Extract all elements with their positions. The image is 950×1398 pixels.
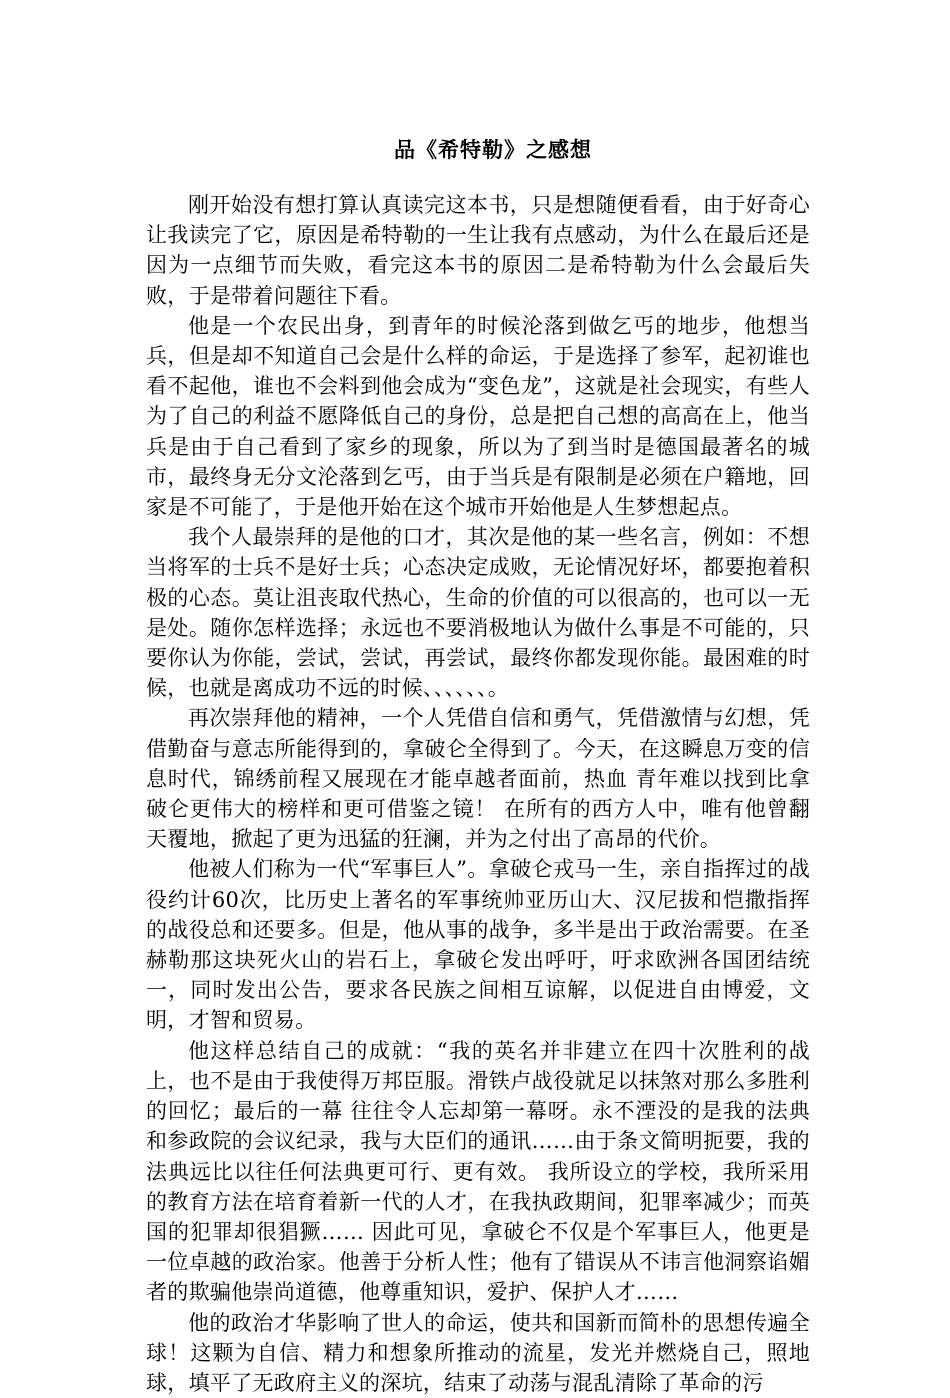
paragraph-4: 再次崇拜他的精神，一个人凭借自信和勇气，凭借激情与幻想，凭借勤奋与意志所能得到的，拿破仑全得到了。今天，在这瞬息万变的信息时代，锦绣前程又展现在才能卓越者面前，热血 青年难以找到比拿破仑更伟大的榜样和更可借鉴之镜！ 在所有的西方人中，唯有他曾翻天覆地，掀起了更为迅猛的狂澜，并为之付出了高昂的代价。 — [146, 706, 810, 852]
paragraph-7: 他的政治才华影响了世人的命运，使共和国新而简朴的思想传遍全球！这颗为自信、精力和想象所推动的流星，发光并燃烧自己，照地球，填平了无政府主义的深坑，结束了动荡与混乱清除了革命的污 — [146, 1310, 810, 1395]
document-title: 品《希特勒》之感想 — [394, 137, 592, 162]
paragraph-6: 他这样总结自己的成就：“我的英名并非建立在四十次胜利的战上，也不是由于我使得万邦臣服。滑铁卢战役就足以抹煞对那么多胜利的回忆；最后的一幕 往往令人忘却第一幕呀。永不湮没的是我的法典和参政院的会议纪录，我与大臣们的通讯……由于条文简明扼要，我的法典远比以往任何法典更可行、更有效。 我所设立的学校，我所采用的教育方法在培育着新一代的人才，在我执政期间，犯罪率减少；而英国的犯罪却很猖獗…… 因此可见，拿破仑不仅是个军事巨人，他更是一位卓越的政治家。他善于分析人性；他有了错误从不讳言他洞察谄媚者的欺骗他崇尚道德，他尊重知识，爱护、保护人才…… — [146, 1038, 810, 1305]
document-page — [146, 132, 810, 1398]
paragraph-2: 他是一个农民出身，到青年的时候沦落到做乞丐的地步，他想当兵，但是却不知道自己会是什么样的命运，于是选择了参军，起初谁也看不起他，谁也不会料到他会成为“变色龙”，这就是社会现实，有些人为了自己的利益不愿降低自己的身份，总是把自己想的高高在上，他当兵是由于自己看到了家乡的现象，所以为了到当时是德国最著名的城市，最终身无分文沦落到乞丐，由于当兵是有限制是必须在户籍地，回家是不可能了，于是他开始在这个城市开始他是人生梦想起点。 — [146, 313, 810, 520]
paragraph-5: 他被人们称为一代“军事巨人”。拿破仑戎马一生，亲自指挥过的战役约计60次，比历史上著名的军事统帅亚历山大、汉尼拔和恺撒指挥的战役总和还要多。但是，他从事的战争，多半是出于政治需要。在圣赫勒那这块死火山的岩石上，拿破仑发出呼吁，吁求欧洲各国团结统一，同时发出公告，要求各民族之间相互谅解，以促进自由博爱，文明，才智和贸易。 — [146, 857, 810, 1033]
paragraph-1: 刚开始没有想打算认真读完这本书，只是想随便看看，由于好奇心让我读完了它，原因是希特勒的一生让我有点感动，为什么在最后还是因为一点细节而失败，看完这本书的原因二是希特勒为什么会最后失败，于是带着问题往下看。 — [146, 193, 810, 308]
paragraph-3: 我个人最崇拜的是他的口才，其次是他的某一些名言，例如：不想当将军的士兵不是好士兵；心态决定成败，无论情况好坏，都要抱着积极的心态。莫让沮丧取代热心，生命的价值的可以很高的，也可以一无是处。随你怎样选择；永远也不要消极地认为做什么事是不可能的，只要你认为你能，尝试，尝试，再尝试，最终你都发现你能。最困难的时候，也就是离成功不远的时候、、、、、、。 — [146, 525, 810, 701]
